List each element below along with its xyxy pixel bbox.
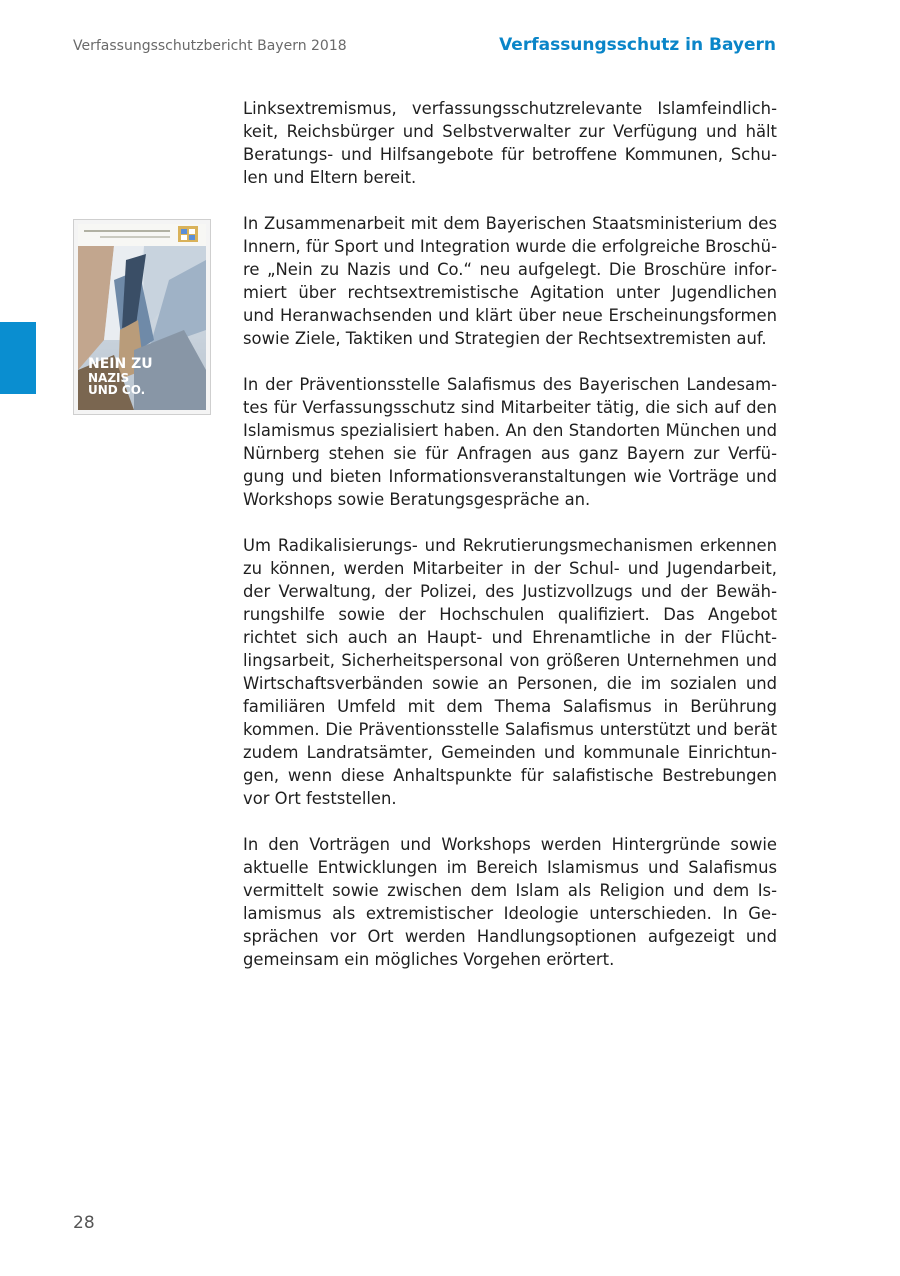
paragraph-2: In Zusammenarbeit mit dem Bayerischen Staatsministerium des Innern, für Sport und Integration wurde die erfolgreiche Broschüre „Nein zu Nazis und Co.“ neu aufgelegt. Die Broschüre informiert über rechtsextremistische Agitation unter Jugendlichen und Heranwachsenden und klärt über neue Erscheinungsformen sowie Ziele, Taktiken und Strategien der Rechtsextremisten auf. [243, 214, 777, 348]
chapter-tab-marker [0, 322, 36, 394]
crest-icon [178, 226, 198, 242]
paragraph-3: In der Präventionsstelle Salafismus des Bayerischen Landesamtes für Verfassungsschutz sind Mitarbeiter tätig, die sich auf den Islamismus spezialisiert haben. An den Standorten München und Nürnberg stehen sie für Anfragen aus ganz Bayern zur Verfügung und bieten Informationsveranstaltungen wie Vorträge und Workshops sowie Beratungsgespräche an. [243, 375, 777, 509]
body-text [243, 97, 777, 994]
cover-title-line-1: NEIN ZU [88, 356, 153, 372]
running-header-title: Verfassungsschutzbericht Bayern 2018 [73, 38, 347, 54]
paragraph-5: In den Vorträgen und Workshops werden Hintergründe sowie aktuelle Entwicklungen im Bereich Islamismus und Salafismus vermittelt sowie zwischen dem Islam als Religion und dem Islamismus als extremistischer Ideologie unterschieden. In Gesprächen vor Ort werden Handlungsoptionen aufgezeigt und gemeinsam ein mögliches Vorgehen erörtert. [243, 835, 777, 969]
section-title: Verfassungsschutz in Bayern [499, 35, 776, 55]
brochure-cover-art [74, 220, 210, 414]
page-number: 28 [73, 1213, 95, 1233]
paragraph-1: Linksextremismus, verfassungsschutzrelevante Islamfeindlichkeit, Reichsbürger und Selbstverwalter zur Verfügung und hält Beratungs- und Hilfsangebote für betroffene Kommunen, Schulen und Eltern bereit. [243, 99, 777, 187]
brochure-cover-image [73, 219, 211, 415]
cover-title-line-3: UND CO. [88, 383, 146, 397]
cover-title-line-2: NAZIS [88, 371, 130, 385]
paragraph-4: Um Radikalisierungs- und Rekrutierungsmechanismen erkennen zu können, werden Mitarbeiter in der Schul- und Jugendarbeit, der Verwaltung, der Polizei, des Justizvollzugs und der Bewährungshilfe sowie der Hochschulen qualifiziert. Das Angebot richtet sich auch an Haupt- und Ehrenamtliche in der Flüchtlingsarbeit, Sicherheitspersonal von größeren Unternehmen und Wirtschaftsverbänden sowie an Personen, die im sozialen und familiären Umfeld mit dem Thema Salafismus in Berührung kommen. Die Präventionsstelle Salafismus unterstützt und berät zudem Landratsämter, Gemeinden und kommunale Einrichtungen, wenn diese Anhaltspunkte für salafistische Bestrebungen vor Ort feststellen. [243, 536, 777, 808]
